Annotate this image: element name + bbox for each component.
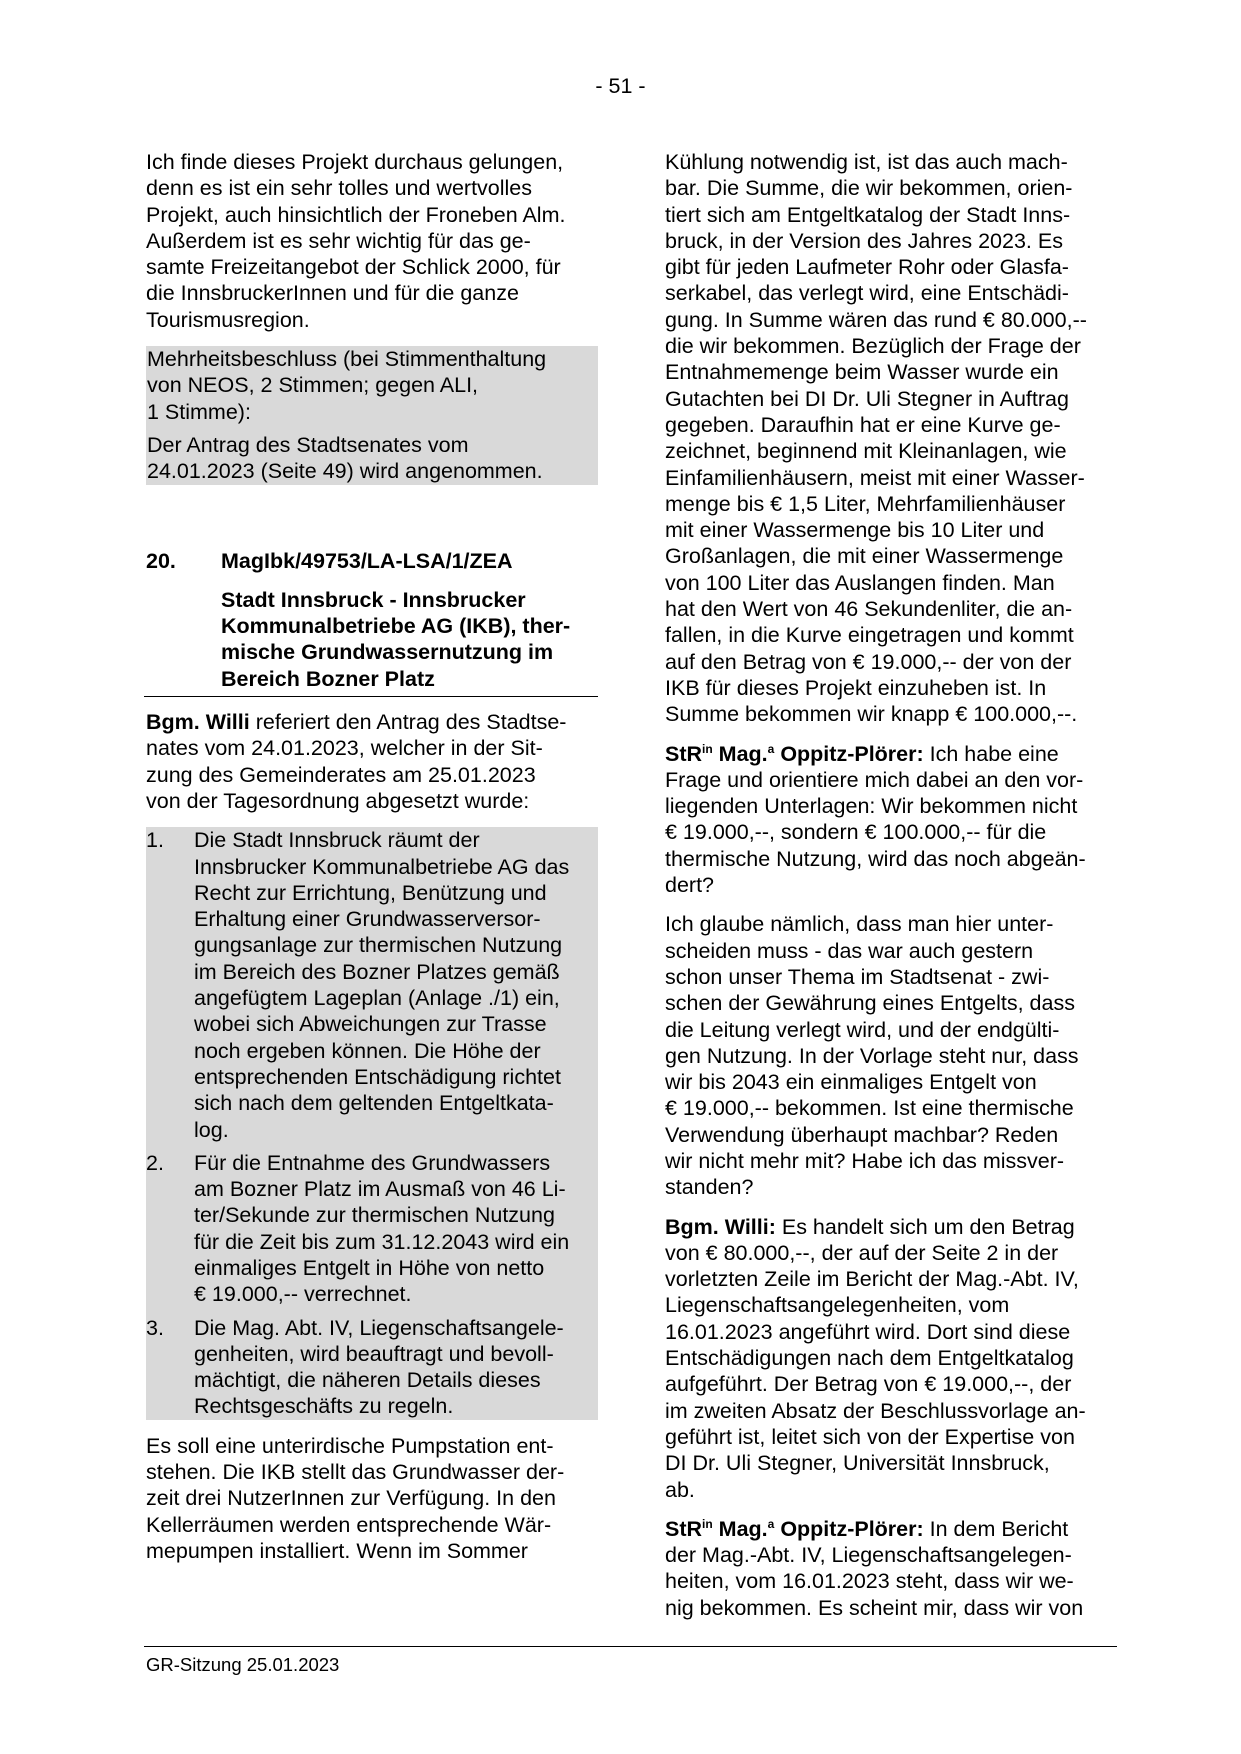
text-line: tiert sich am Entgeltkatalog der Stadt Inns- xyxy=(665,202,1071,227)
text-line: menge bis € 1,5 Liter, Mehrfamilienhäuser xyxy=(665,491,1066,516)
text-line: Einfamilienhäusern, meist mit einer Wasser- xyxy=(665,465,1085,490)
text-line: wir bis 2043 ein einmaliges Entgelt von xyxy=(665,1070,1037,1095)
text-line: nates vom 24.01.2023, welcher in der Sit- xyxy=(146,736,543,761)
text-line: gung. In Summe wären das rund € 80.000,-- xyxy=(665,307,1087,332)
footer-divider xyxy=(144,1646,1117,1647)
text-line: Stadt Innsbruck - Innsbrucker xyxy=(221,587,526,612)
text-line: heiten, vom 16.01.2023 steht, dass wir we- xyxy=(665,1569,1074,1594)
question-followup-paragraph xyxy=(665,911,1117,1200)
text-line: zeichnet, beginnend mit Kleinanlagen, wie xyxy=(665,439,1067,464)
text-line: Ich finde dieses Projekt durchaus gelungen, xyxy=(146,150,564,174)
text-line: stehen. Die IKB stellt das Grundwasser der- xyxy=(146,1460,565,1485)
motion-item xyxy=(146,827,598,1143)
text-line: entsprechenden Entschädigung richtet xyxy=(194,1064,561,1089)
text-line: gegeben. Daraufhin hat er eine Kurve ge- xyxy=(665,412,1061,437)
text-line: Für die Entnahme des Grundwassers xyxy=(194,1150,551,1175)
text-line: der Mag.-Abt. IV, Liegenschaftsangelegen- xyxy=(665,1543,1072,1568)
text-line: € 19.000,-- bekommen. Ist eine thermische xyxy=(665,1096,1074,1121)
text-line: genheiten, wird beauftragt und bevoll- xyxy=(194,1341,554,1366)
text-line: IKB für dieses Projekt einzuheben ist. In xyxy=(665,675,1047,700)
mayor-answer-paragraph xyxy=(665,1214,1117,1503)
text-line: samte Freizeitangebot der Schlick 2000, für xyxy=(146,255,561,280)
text-line: Außerdem ist es sehr wichtig für das ge- xyxy=(146,228,531,253)
text-line: mächtigt, die näheren Details dieses xyxy=(194,1368,541,1393)
page-number: - 51 - xyxy=(595,74,646,98)
text-line: bar. Die Summe, die wir bekommen, orien- xyxy=(665,176,1073,201)
right-column xyxy=(665,149,1117,1634)
speaker-name: StR$^{in}$ Mag.$^a$ Oppitz-Plörer: xyxy=(665,1516,924,1541)
text-line: zung des Gemeinderates am 25.01.2023 xyxy=(146,762,536,787)
text-line: Bereich Bozner Platz xyxy=(221,666,435,691)
text-line: liegenden Unterlagen: Wir bekommen nicht xyxy=(665,794,1078,819)
text-line: die Leitung verlegt wird, und der endgülti- xyxy=(665,1017,1060,1042)
text-line: 16.01.2023 angeführt wird. Dort sind diese xyxy=(665,1319,1071,1344)
text-line: von der Tagesordnung abgesetzt wurde: xyxy=(146,788,530,813)
left-column xyxy=(146,149,598,1577)
text-line: Kühlung notwendig ist, ist das auch mach- xyxy=(665,150,1068,174)
text-line: Es soll eine unterirdische Pumpstation ent- xyxy=(146,1433,554,1458)
text-line: Der Antrag des Stadtsenates vom xyxy=(147,432,469,457)
text-line: serkabel, das verlegt wird, eine Entschädi- xyxy=(665,281,1069,306)
text-line: nig bekommen. Es scheint mir, dass wir von xyxy=(665,1595,1084,1620)
text-line: für die Zeit bis zum 31.12.2043 wird ein xyxy=(194,1229,570,1254)
text-line: Ich glaube nämlich, dass man hier unter- xyxy=(665,912,1054,937)
text-line: thermische Nutzung, wird das noch abgeän- xyxy=(665,846,1086,871)
text-line: wobei sich Abweichungen zur Trasse xyxy=(194,1012,547,1037)
text-line: € 19.000,-- verrechnet. xyxy=(194,1282,412,1307)
report-paragraph xyxy=(146,709,598,814)
text-line: dert? xyxy=(665,873,715,898)
text-line: fallen, in die Kurve eingetragen und kommt xyxy=(665,623,1074,648)
text-line: einmaliges Entgelt in Höhe von netto xyxy=(194,1255,545,1280)
text-span: Es handelt sich um den Betrag xyxy=(775,1214,1075,1239)
text-line: hat den Wert von 46 Sekundenliter, die an- xyxy=(665,597,1073,622)
text-line: von € 80.000,--, der auf der Seite 2 in der xyxy=(665,1240,1059,1265)
text-line: Liegenschaftsangelegenheiten, vom xyxy=(665,1293,1010,1318)
second-question-paragraph xyxy=(665,1516,1117,1621)
text-line: die InnsbruckerInnen und für die ganze xyxy=(146,281,519,306)
text-line: Die Stadt Innsbruck räumt der xyxy=(194,828,480,853)
text-line: mit einer Wassermenge bis 10 Liter und xyxy=(665,518,1045,543)
text-line: auf den Betrag von € 19.000,-- der von der xyxy=(665,649,1072,674)
text-line: Kommunalbetriebe AG (IKB), ther- xyxy=(221,614,571,639)
motion-list xyxy=(146,827,598,1420)
motion-item-number: 1. xyxy=(146,828,164,853)
motion-item xyxy=(146,1150,598,1308)
text-line: zeit drei NutzerInnen zur Verfügung. In den xyxy=(146,1486,556,1511)
agenda-item-reference: MagIbk/49753/LA-LSA/1/ZEA xyxy=(221,548,513,573)
text-line: Tourismusregion. xyxy=(146,307,310,332)
text-line: schen der Gewährung eines Entgelts, dass xyxy=(665,991,1075,1016)
text-line: Recht zur Errichtung, Benützung und xyxy=(194,880,547,905)
vote-result xyxy=(146,346,598,425)
speaker-name: Bgm. Willi xyxy=(146,710,250,735)
text-span: In dem Bericht xyxy=(923,1516,1069,1541)
agenda-item-header xyxy=(146,548,598,692)
decision-text xyxy=(146,432,598,485)
text-line: Kellerräumen werden entsprechende Wär- xyxy=(146,1512,552,1537)
speaker-name: StR$^{in}$ Mag.$^a$ Oppitz-Plörer: xyxy=(665,741,924,766)
text-line: Mehrheitsbeschluss (bei Stimmenthaltung xyxy=(147,347,547,372)
text-line: vorletzten Zeile im Bericht der Mag.-Abt. IV, xyxy=(665,1267,1079,1292)
text-line: 24.01.2023 (Seite 49) wird angenommen. xyxy=(147,459,543,484)
text-line: gibt für jeden Laufmeter Rohr oder Glasfa- xyxy=(665,255,1069,280)
text-line: Entnahmemenge beim Wasser wurde ein xyxy=(665,360,1059,385)
text-line: Projekt, auch hinsichtlich der Froneben Alm. xyxy=(146,202,566,227)
text-span: referiert den Antrag des Stadtse- xyxy=(249,710,567,735)
text-line: scheiden muss - das war auch gestern xyxy=(665,938,1034,963)
text-line: im zweiten Absatz der Beschlussvorlage an- xyxy=(665,1398,1086,1423)
text-line: gungsanlage zur thermischen Nutzung xyxy=(194,933,563,958)
text-line: mische Grundwassernutzung im xyxy=(221,640,554,665)
text-line: Summe bekommen wir knapp € 100.000,--. xyxy=(665,702,1078,727)
text-line: angefügtem Lageplan (Anlage ./1) ein, xyxy=(194,986,560,1011)
answer-paragraph xyxy=(665,149,1117,728)
text-line: aufgeführt. Der Betrag von € 19.000,--, der xyxy=(665,1372,1072,1397)
text-line: im Bereich des Bozner Platzes gemäß xyxy=(194,959,560,984)
text-line: von NEOS, 2 Stimmen; gegen ALI, xyxy=(147,373,479,398)
text-line: denn es ist ein sehr tolles und wertvolles xyxy=(146,176,533,201)
text-span: Ich habe eine xyxy=(923,741,1059,766)
agenda-item-title xyxy=(146,587,598,692)
text-line: am Bozner Platz im Ausmaß von 46 Li- xyxy=(194,1177,566,1202)
resolution-box xyxy=(146,346,598,484)
text-line: sich nach dem geltenden Entgeltkata- xyxy=(194,1091,554,1116)
title-divider xyxy=(144,696,598,697)
agenda-item-number: 20. xyxy=(146,548,176,573)
text-line: gen Nutzung. In der Vorlage steht nur, dass xyxy=(665,1043,1079,1068)
footer-text: GR-Sitzung 25.01.2023 xyxy=(146,1654,340,1675)
text-line: bruck, in der Version des Jahres 2023. Es xyxy=(665,228,1063,253)
motion-item xyxy=(146,1315,598,1420)
text-line: von 100 Liter das Auslangen finden. Man xyxy=(665,570,1055,595)
motion-item-number: 2. xyxy=(146,1150,164,1175)
text-line: wir nicht mehr mit? Habe ich das missver- xyxy=(665,1148,1065,1173)
text-line: DI Dr. Uli Stegner, Universität Innsbruck, xyxy=(665,1451,1050,1476)
text-line: Gutachten bei DI Dr. Uli Stegner in Auftrag xyxy=(665,386,1069,411)
text-line: Die Mag. Abt. IV, Liegenschaftsangele- xyxy=(194,1315,564,1340)
text-line: mepumpen installiert. Wenn im Sommer xyxy=(146,1538,528,1563)
text-line: die wir bekommen. Bezüglich der Frage der xyxy=(665,334,1081,359)
closing-paragraph xyxy=(146,1433,598,1564)
text-line: log. xyxy=(194,1117,229,1142)
speaker-name: Bgm. Willi: xyxy=(665,1214,776,1239)
text-line: € 19.000,--, sondern € 100.000,-- für die xyxy=(665,820,1047,845)
text-line: geführt ist, leitet sich von der Expertise von xyxy=(665,1424,1075,1449)
text-line: schon unser Thema im Stadtsenat - zwi- xyxy=(665,964,1050,989)
text-line: Großanlagen, die mit einer Wassermenge xyxy=(665,544,1064,569)
text-line: ab. xyxy=(665,1477,695,1502)
text-line: ter/Sekunde zur thermischen Nutzung xyxy=(194,1203,555,1228)
text-line: Rechtsgeschäfts zu regeln. xyxy=(194,1394,454,1419)
motion-item-number: 3. xyxy=(146,1315,164,1340)
text-line: Entschädigungen nach dem Entgeltkatalog xyxy=(665,1346,1074,1371)
text-line: Innsbrucker Kommunalbetriebe AG das xyxy=(194,854,570,879)
intro-paragraph xyxy=(146,149,598,333)
text-line: Verwendung überhaupt machbar? Reden xyxy=(665,1122,1059,1147)
text-line: noch ergeben können. Die Höhe der xyxy=(194,1038,541,1063)
text-line: Frage und orientiere mich dabei an den vor- xyxy=(665,767,1084,792)
text-line: 1 Stimme): xyxy=(147,399,251,424)
text-line: Erhaltung einer Grundwasserversor- xyxy=(194,907,541,932)
question-paragraph xyxy=(665,741,1117,899)
text-line: standen? xyxy=(665,1175,754,1200)
